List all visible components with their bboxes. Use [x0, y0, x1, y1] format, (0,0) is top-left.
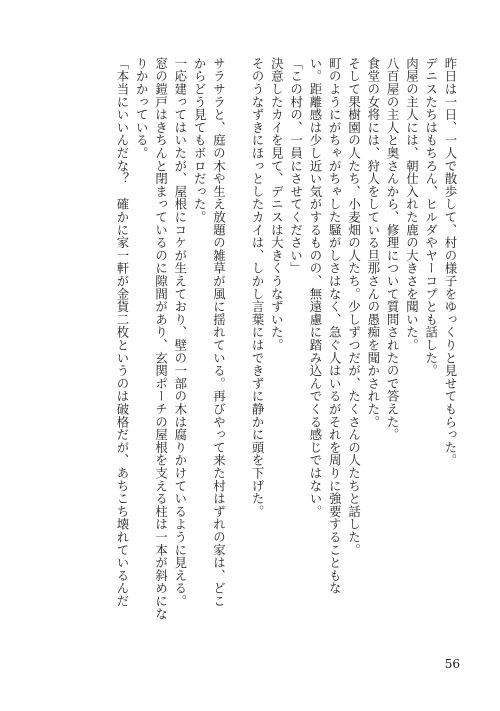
- section-break: [228, 57, 247, 647]
- text-line: 「この村の、一員にさせてください」: [288, 57, 304, 275]
- page-number: 56: [444, 657, 460, 671]
- text-line: 窓の鎧戸はきちんと閉まっているのに隙間があり、玄関ポーチの屋根を支える柱は一本が斜めにな: [153, 57, 169, 621]
- vertical-text-block: [113, 57, 460, 647]
- text-line: そのうなずきにほっとしたカイは、しかし言葉にはできずに静かに頭を下げた。: [250, 57, 266, 518]
- text-line: 食堂の女将には、狩人をしている旦那さんの愚痴を聞かされた。: [365, 57, 381, 429]
- text-line: 一応建ってはいたが、屋根にコケが生えており、壁の一部の木は腐りかけているように見える。: [172, 57, 188, 608]
- text-line: そして果樹園の人たち、小麦畑の人たち。少しずつだが、たくさんの人たちと話した。: [346, 57, 362, 557]
- text-line: からどう見てもボロだった。: [192, 57, 208, 224]
- text-line: 昨日は一日、一人で散歩して、村の様子をゆっくりと見せてもらった。: [443, 57, 458, 467]
- text-line: デニスたちはもちろん、ヒルダやヤーコプとも話した。: [423, 57, 439, 377]
- text-line: 八百屋の主人と奥さんから、修理について質問されたので答えた。: [385, 57, 401, 441]
- text-line: サラサラと、庭の木や生え放題の雑草が風に揺れている。再びやって来た村はずれの家は、どこ: [211, 57, 227, 608]
- text-line: 町のようにがちゃがちゃした騒がしさはなく、急ぐ人はいるがそれを周りに強要することもな: [327, 57, 343, 595]
- text-line: りかかっている。: [134, 57, 150, 160]
- text-line: い。距離感は少し近い気がするものの、無遠慮に踏み込んでくる感じではない。: [307, 57, 323, 518]
- text-line: 「本当にいいんだな？ 確かに家一軒が金貨二枚というのは破格だが、あちこち壊れているんだ: [114, 57, 130, 608]
- text-line: 肉屋の主人には、朝仕入れた鹿の大きさを聞いた。: [404, 57, 420, 352]
- text-line: 決意したカイを見て、デニスは大きくうなずいた。: [269, 57, 285, 352]
